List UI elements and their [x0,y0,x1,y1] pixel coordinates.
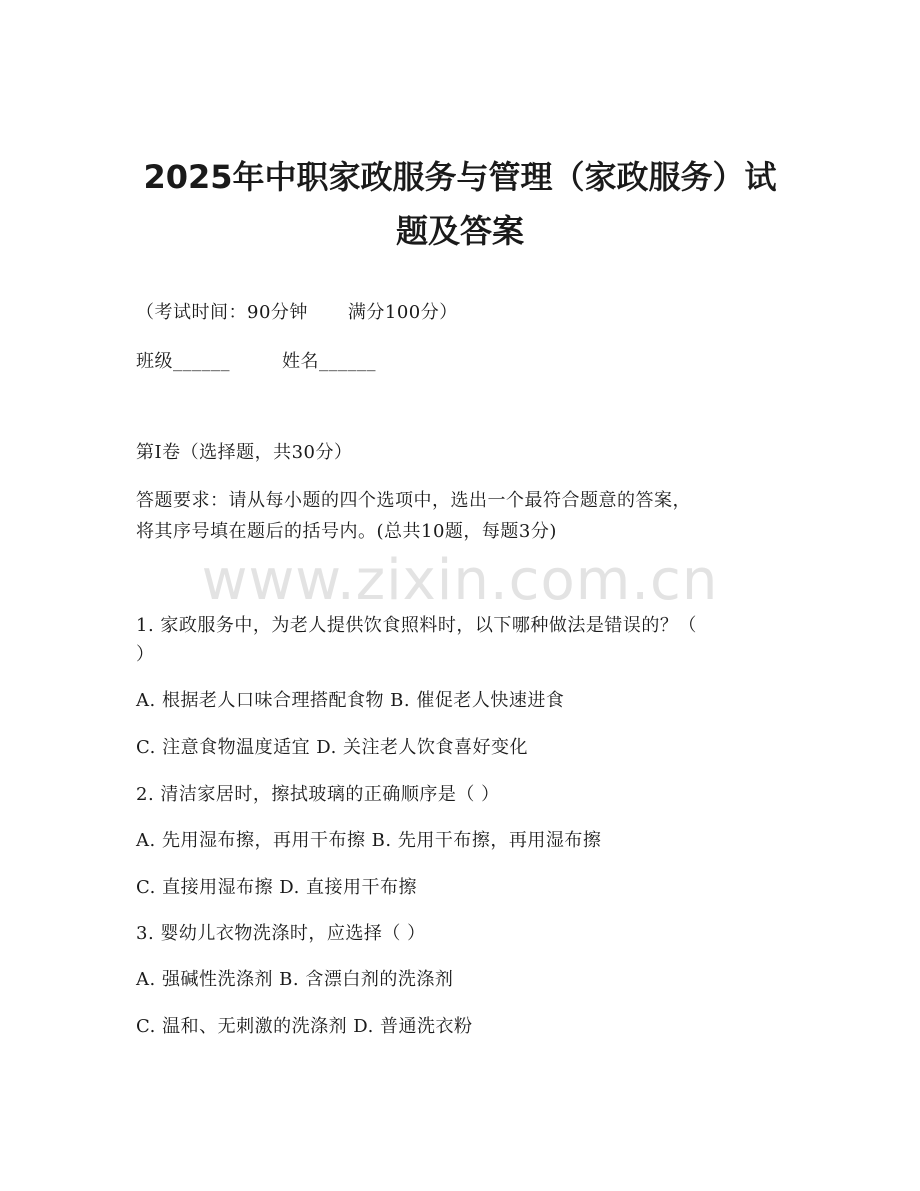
question-3-options-cd: C. 温和、无刺激的洗涤剂 D. 普通洗衣粉 [136,1016,473,1037]
question-3-stem: 3. 婴幼儿衣物洗涤时，应选择（ ） [136,923,426,944]
title-line-1: 2025年中职家政服务与管理（家政服务）试 [143,158,777,196]
question-2-options-ab: A. 先用湿布擦，再用干布擦 B. 先用干布擦，再用湿布擦 [136,830,602,851]
full-score: 满分100分） [347,302,458,323]
class-field: 班级______ [136,351,230,372]
section-title: 第I卷（选择题，共30分） [136,442,353,463]
name-field: 姓名______ [282,351,376,372]
instructions-line-2: 将其序号填在题后的括号内。(总共10题，每题3分) [136,521,557,542]
question-3-options-ab: A. 强碱性洗涤剂 B. 含漂白剂的洗涤剂 [136,969,454,990]
title-line-2: 题及答案 [395,212,524,250]
question-1-stem-continued: ） [136,644,155,665]
watermark: www.zixin.com.cn [201,548,719,613]
question-2-options-cd: C. 直接用湿布擦 D. 直接用干布擦 [136,877,418,898]
question-1-options-ab: A. 根据老人口味合理搭配食物 B. 催促老人快速进食 [136,690,565,711]
question-1-options-cd: C. 注意食物温度适宜 D. 关注老人饮食喜好变化 [136,737,529,758]
question-2-stem: 2. 清洁家居时，擦拭玻璃的正确顺序是（ ） [136,784,500,805]
student-fields [136,349,376,375]
exam-time: （考试时间：90分钟 [136,302,308,323]
document-title [60,150,860,258]
exam-info [136,300,458,326]
question-1-stem: 1. 家政服务中，为老人提供饮食照料时，以下哪种做法是错误的？（ [136,615,697,636]
instructions-line-1: 答题要求：请从每小题的四个选项中，选出一个最符合题意的答案， [136,490,691,511]
